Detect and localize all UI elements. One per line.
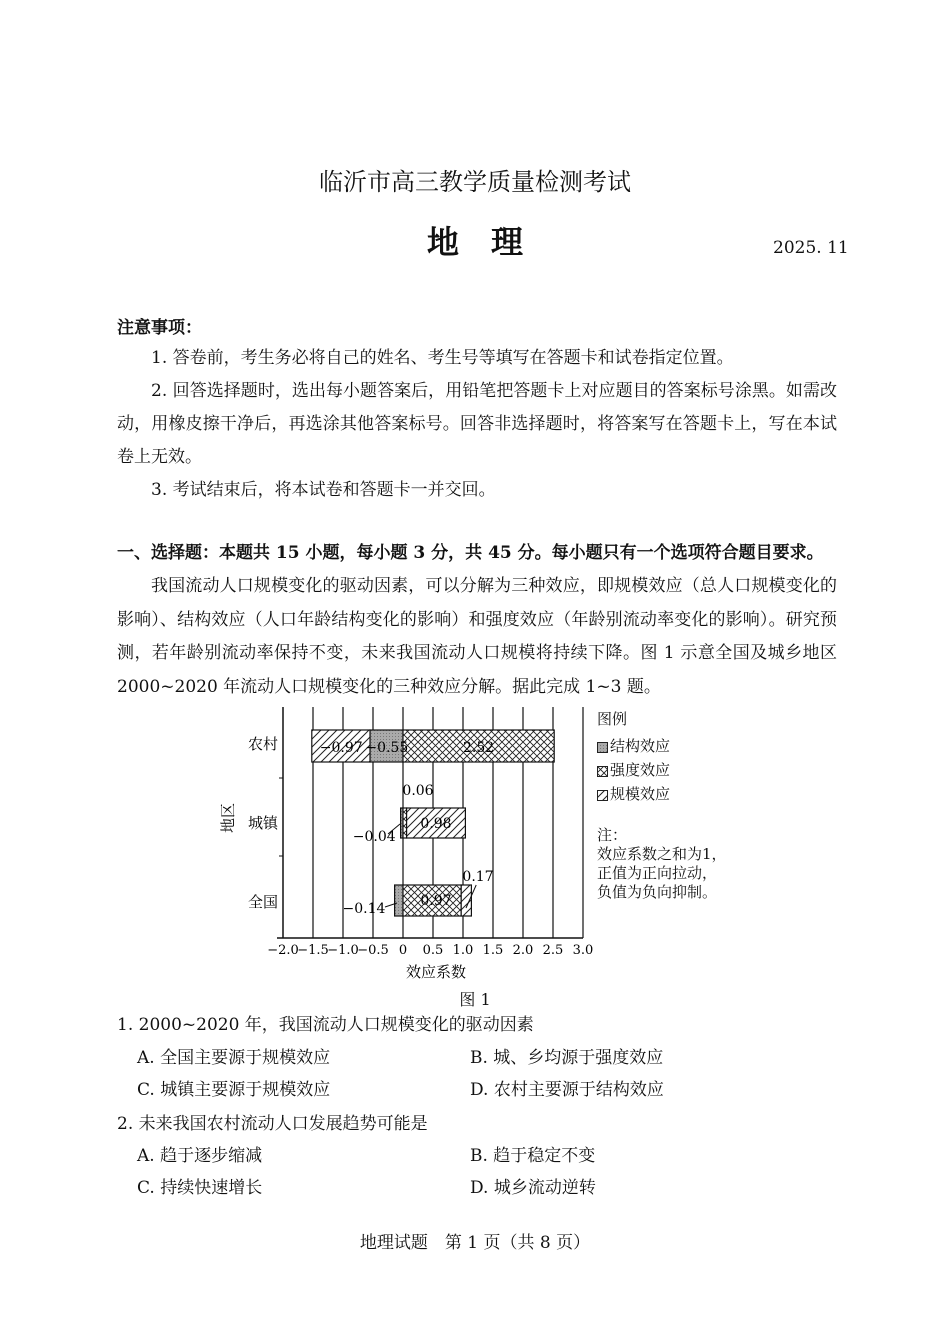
data-label: −0.04 xyxy=(352,829,396,845)
q1-option-a[interactable]: A. 全国主要源于规模效应 xyxy=(137,1048,331,1068)
chart-note-heading: 注： xyxy=(597,826,628,844)
question-2-stem: 2. 未来我国农村流动人口发展趋势可能是 xyxy=(117,1114,428,1134)
x-tick-label: −0.5 xyxy=(357,943,389,958)
exam-title: 临沂市高三教学质量检测考试 xyxy=(319,168,631,196)
effect-decomposition-chart xyxy=(215,700,595,990)
page-footer: 地理试题 第 1 页（共 8 页） xyxy=(359,1233,591,1253)
data-label: 0.97 xyxy=(420,893,452,909)
chart-note-line: 负值为负向抑制。 xyxy=(597,883,718,901)
legend-label: 结构效应 xyxy=(610,737,671,755)
intensity-swatch-icon xyxy=(597,766,608,777)
legend-item-scale xyxy=(597,785,670,803)
q1-option-b[interactable]: B. 城、乡均源于强度效应 xyxy=(470,1048,664,1068)
x-tick-label: −1.0 xyxy=(327,943,359,958)
x-tick-label: −2.0 xyxy=(267,943,299,958)
legend-label: 规模效应 xyxy=(610,785,671,803)
x-tick-label: 2.0 xyxy=(512,943,534,958)
passage: 我国流动人口规模变化的驱动因素，可以分解为三种效应，即规模效应（总人口规模变化的影响）、结构效应（人口年龄结构变化的影响）和强度效应（年龄别流动率变化的影响）。研究预测，若年龄别流动率保持不变，未来我国流动人口规模将持续下降。图 1 示意全国及城乡地区 2000~2020 年流动人口规模变化的三种效应分解。据此完成 1~3 题。 xyxy=(117,576,837,697)
q1-option-c[interactable]: C. 城镇主要源于规模效应 xyxy=(137,1080,331,1100)
data-label: 0.06 xyxy=(402,783,434,799)
figure-caption: 图 1 xyxy=(459,990,491,1009)
data-label: 2.52 xyxy=(463,740,495,756)
notice-item-1: 1. 答卷前，考生务必将自己的姓名、考生号等填写在答题卡和试卷指定位置。 xyxy=(151,348,734,368)
notice-heading: 注意事项： xyxy=(117,318,202,338)
q2-option-d[interactable]: D. 城乡流动逆转 xyxy=(470,1178,596,1198)
category-label-urban: 城镇 xyxy=(248,814,279,832)
category-label-national: 全国 xyxy=(248,893,279,911)
x-tick-label: 1.5 xyxy=(482,943,504,958)
section-heading: 一、选择题：本题共 15 小题，每小题 3 分，共 45 分。每小题只有一个选项符合题目要求。 xyxy=(117,543,824,563)
data-label: −0.14 xyxy=(342,901,386,917)
x-tick-label: 0.5 xyxy=(422,943,444,958)
category-label-rural: 农村 xyxy=(248,735,279,753)
data-label: 0.98 xyxy=(420,816,452,832)
q2-option-c[interactable]: C. 持续快速增长 xyxy=(137,1178,263,1198)
structure-swatch-icon xyxy=(597,742,608,753)
data-label: −0.97 xyxy=(319,740,363,756)
scale-swatch-icon xyxy=(597,790,608,801)
notice-item-2: 2. 回答选择题时，选出每小题答案后，用铅笔把答题卡上对应题目的答案标号涂黑。如需改动，用橡皮擦干净后，再选涂其他答案标号。回答非选择题时，将答案写在答题卡上，写在本试卷上无效。 xyxy=(117,381,837,467)
notice-item-3: 3. 考试结束后，将本试卷和答题卡一并交回。 xyxy=(151,480,496,500)
bar-segment-structure xyxy=(395,885,403,916)
x-tick-label: 1.0 xyxy=(452,943,474,958)
x-tick-label: −1.5 xyxy=(297,943,329,958)
legend-item-structure xyxy=(597,737,670,755)
legend-label: 强度效应 xyxy=(610,761,671,779)
chart-note-line: 效应系数之和为1， xyxy=(597,845,727,863)
q2-option-b[interactable]: B. 趋于稳定不变 xyxy=(470,1146,596,1166)
question-1-stem: 1. 2000~2020 年，我国流动人口规模变化的驱动因素 xyxy=(117,1015,534,1035)
x-tick-label: 3.0 xyxy=(572,943,594,958)
x-tick-label: 0 xyxy=(398,943,408,958)
x-axis-label: 效应系数 xyxy=(405,963,467,981)
q2-option-a[interactable]: A. 趋于逐步缩减 xyxy=(137,1146,263,1166)
y-axis-label: 地区 xyxy=(219,802,237,834)
data-label: 0.17 xyxy=(462,869,494,885)
subject-title: 地 理 xyxy=(426,223,523,261)
data-label: −0.55 xyxy=(365,740,409,756)
exam-date: 2025. 11 xyxy=(773,238,849,258)
chart-note-line: 正值为正向拉动， xyxy=(597,864,718,882)
legend-item-intensity xyxy=(597,761,670,779)
q1-option-d[interactable]: D. 农村主要源于结构效应 xyxy=(470,1080,664,1100)
legend-title: 图例 xyxy=(597,710,628,728)
x-tick-label: 2.5 xyxy=(542,943,564,958)
